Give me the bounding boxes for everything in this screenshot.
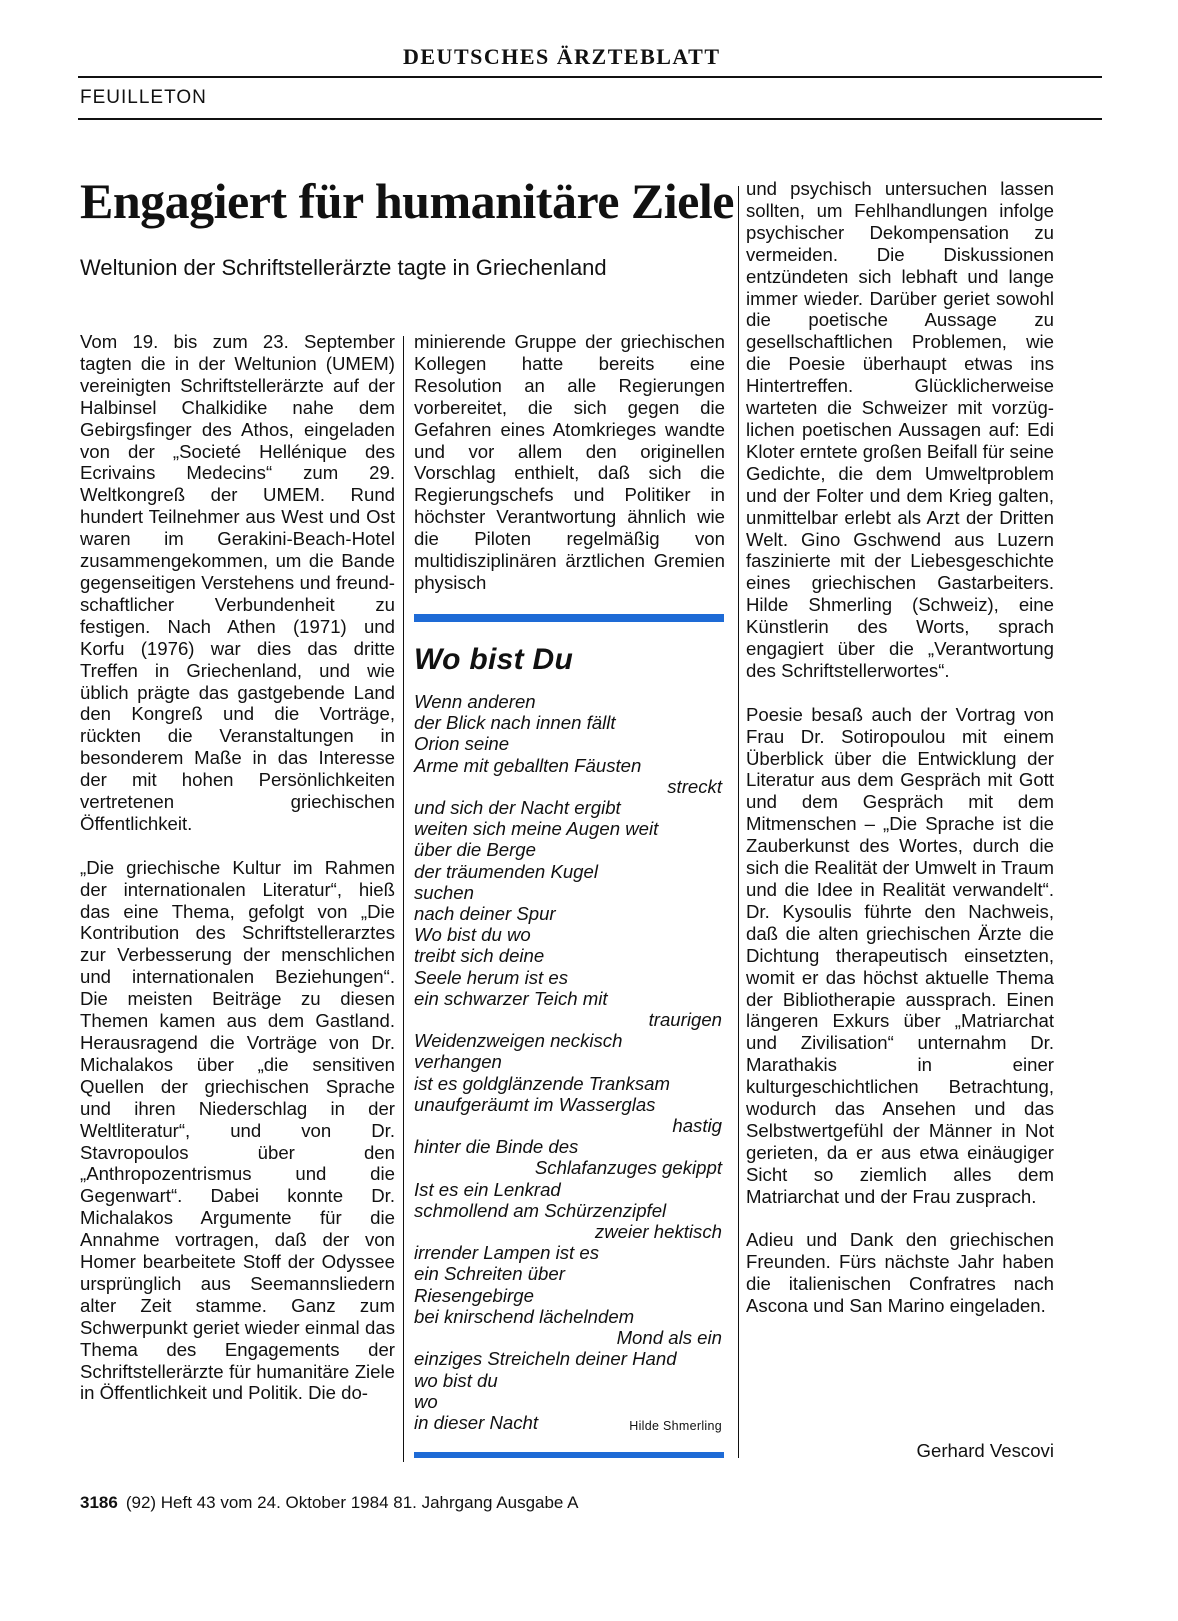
section-label: FEUILLETON [80,87,207,108]
article-column-1 [80,331,395,1404]
poem-line: bei knirschend lächelndem [414,1305,635,1327]
page-footer [80,1493,579,1513]
poem-line: und sich der Nacht ergibt [414,797,621,819]
poem-line: streckt [667,775,722,797]
poem-line: der träumenden Kugel [414,860,598,882]
poem-body [414,691,722,1433]
poem-line: über die Berge [414,839,536,861]
paragraph: und psychisch untersuchen lassen sollten, um Fehlhandlungen infolge psychischer Dekompensation zu vermeiden. Die Diskussionen entzündeten sich lebhaft und lange immer wieder. Darüber geriet sowohl die poetische Aussage zu gesellschaftlichen Problemen, wie die Poesie überhaupt etwas ins Hintertreffen. Glücklicherweise warteten die Schweizer mit vorzüglichen poetischen Aussagen auf: Edi Kloter erntete großen Beifall für seine Gedichte, die dem Umweltproblem und der Folter und dem Krieg galten, unmittelbar erlebt als Arzt der Dritten Welt. Gino Gschwend aus Luzern faszinierte mit der Liebesgeschichte eines griechischen Gastarbeiters. Hilde Shmerling (Schweiz), eine Künstlerin des Worts, sprach engagiert über die „Verantwortung des Schriftstellerwortes“. [746,178,1054,681]
column-divider [738,186,739,1458]
author-name: Gerhard Vescovi [916,1440,1054,1461]
poem-line: ein schwarzer Teich mit [414,987,608,1009]
poem-line: weiten sich meine Augen weit [414,818,659,840]
poem-top-bar [414,614,724,622]
poet-name: Hilde Shmerling [629,1418,722,1433]
poem-line: Seele herum ist es [414,966,568,988]
poem-line: Orion seine [414,733,510,755]
paragraph: Adieu und Dank den griechischen Freunden. Fürs nächste Jahr haben die italienischen Confratres nach Ascona und San Marino eingeladen. [746,1229,1054,1317]
poem-title: Wo bist Du [414,643,574,676]
article-title: Engagiert für humanitäre Ziele [80,173,734,229]
poem-line: ein Schreiten über [414,1263,565,1285]
poem-line: Riesengebirge [414,1284,534,1306]
poem-line: nach deiner Spur [414,903,556,925]
poem-line: schmollend am Schürzenzipfel [414,1199,667,1221]
poem-line: wo [414,1390,438,1412]
poem-line: zweier hektisch [594,1221,722,1243]
poem-line: Weidenzweigen neckisch [414,1030,623,1052]
poem-line: hastig [672,1115,722,1137]
paragraph: Vom 19. bis zum 23. September tagten die in der Weltunion (UMEM) vereinigten Schriftstellerärzte auf der Halbinsel Chalkidike nahe dem Gebirgsfinger des Athos, eingeladen von der „Societé Hellénique des Ecrivains Medecins“ zum 29. Weltkongreß der UMEM. Rund hundert Teilnehmer aus West und Ost waren im Gerakini-Beach-Hotel zusammengekommen, um die Bande gegenseitigen Verstehens und freundschaftlicher Verbundenheit zu festigen. Nach Athen (1971) und Korfu (1976) war dies das dritte Treffen in Griechenland, und wie üblich prägte das gastgebende Land den Kongreß und die Vorträge, rückten die Veranstaltungen in besonderem Maße in das Interesse der mit hohen Persönlichkeiten vertretenen griechischen Öffentlichkeit. [80,331,395,834]
poem-line: Mond als ein [616,1327,722,1349]
issue-info: (92) Heft 43 vom 24. Oktober 1984 81. Jahrgang Ausgabe A [125,1493,579,1512]
poem-line: Schlafanzuges gekippt [534,1157,722,1179]
poem-line: treibt sich deine [414,945,545,967]
paragraph: minierende Gruppe der griechischen Kollegen hatte bereits eine Resolution an alle Regierungen vorbereitet, die sich gegen die Gefahren eines Atomkrieges wandte und vor allem den originellen Vorschlag enthielt, daß sich die Regierungschefs und Politiker in höchster Verantwortung ähnlich wie die Piloten regelmäßig von multidisziplinären ärztlichen Gremien physisch [414,331,725,593]
poem-line: suchen [414,881,474,903]
poem-line: Arme mit geballten Fäusten [414,754,642,776]
poem-line: verhangen [414,1051,502,1073]
article-column-3 [746,178,1054,1317]
column-divider [403,336,404,1462]
poem-line: hinter die Binde des [414,1136,579,1158]
paragraph: Poesie besaß auch der Vortrag von Frau Dr. Sotiropoulou mit einem Überblick über die Entwicklung der Literatur aus dem Gespräch mit Gott und dem Gespräch mit dem Mitmenschen – „Die Sprache ist die Zauberkunst des Wortes, durch die sich die Realität der Umwelt in Traum und die Idee in Realität verwandelt“. Dr. Kysoulis führte den Nachweis, daß die alten griechischen Ärzte die Dichtung therapeutisch einsetzten, womit er das höchst aktuelle Thema der Bibliotherapie aussprach. Einen längeren Exkurs über „Matriarchat und Zivilisation“ unternahm Dr. Marathakis in einer kulturgeschichtlichen Betrachtung, wodurch das Ansehen und das Selbstwertgefühl der Männer in Not gerieten, da er aus etwa einäugiger Sicht so ziemlich alles dem Matriarchat und der Frau zusprach. [746,703,1054,1207]
poem-line: Ist es ein Lenkrad [414,1178,561,1200]
poem-line: in dieser Nacht Hilde Shmerling [414,1412,722,1433]
poem-line: Wenn anderen [414,691,536,712]
poem-line: unaufgeräumt im Wasserglas [414,1093,656,1115]
poem-line: ist es goldglänzende Tranksam [414,1072,670,1094]
poem-line: wo bist du [414,1369,498,1391]
section-rule [78,118,1102,120]
page-number: 3186 [80,1493,118,1512]
poem-bottom-bar [414,1452,724,1458]
header-rule [78,76,1102,78]
poem-line: irrender Lampen ist es [414,1242,599,1264]
paragraph: „Die griechische Kultur im Rahmen der internationalen Literatur“, hieß das eine Thema, gefolgt von „Die Kontribution des Schriftstellerarztes zur Verbesserung der menschlichen und internationalen Beziehungen“. Die meisten Beiträge zu diesen Themen kamen aus dem Gastland. Herausragend die Vorträge von Dr. Michalakos über „die sensitiven Quellen der griechischen Sprache und ihren Niederschlag in der Weltliteratur“, und von Dr. Stavropoulos über den „Anthropozentrismus und die Gegenwart“. Dabei konnte Dr. Michalakos Argumente für die Annahme vortragen, daß der von Homer bearbeitete Stoff der Odyssee ursprünglich aus Seemannsliedern alter Zeit stamme. Ganz zum Schwerpunkt geriet wieder einmal das Thema des Engagements der Schriftstellerärzte für humanitäre Ziele in Öffentlichkeit und Politik. Die do- [80,856,395,1404]
article-subtitle: Weltunion der Schriftstellerärzte tagte in Griechenland [80,255,607,280]
article-column-2 [414,331,725,594]
poem-line: traurigen [648,1009,722,1031]
poem-line: der Blick nach innen fällt [414,712,616,734]
poem-line: einziges Streicheln deiner Hand [414,1348,677,1370]
poem-line: Wo bist du wo [414,924,531,946]
